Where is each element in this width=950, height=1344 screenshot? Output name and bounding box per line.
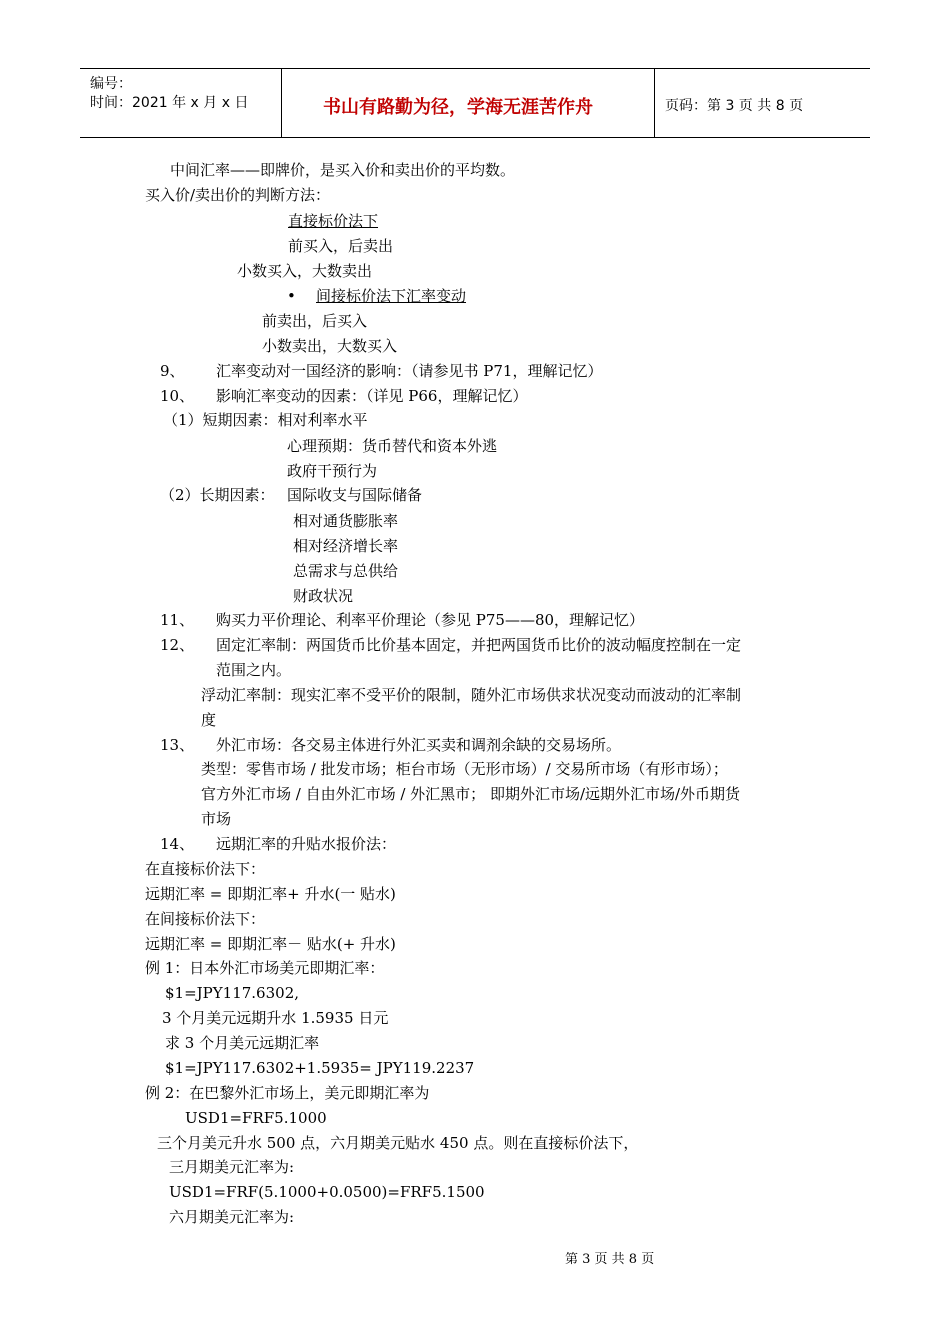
bullet: •: [287, 287, 296, 305]
text-line: 小数买入，大数卖出: [237, 262, 373, 280]
time-label: 时间：2021 年 x 月 x 日: [90, 95, 249, 111]
text-line: 类型：零售市场 / 批发市场；柜台市场（无形市场）/ 交易所市场（有形市场）；: [201, 760, 728, 778]
text-line: 3 个月美元远期升水 1.5935 日元: [162, 1009, 389, 1027]
page-footer: 第 3 页 共 8 页: [565, 1252, 655, 1267]
item-number: 10、: [160, 387, 195, 405]
text-line: USD1=FRF(5.1000+0.0500)=FRF5.1500: [169, 1183, 485, 1201]
text-line: 求 3 个月美元远期汇率: [165, 1034, 320, 1052]
text-line: 政府干预行为: [287, 462, 378, 480]
text-line: （2）长期因素：: [160, 486, 275, 504]
code-label: 编号：: [90, 76, 132, 92]
text-line: 市场: [201, 810, 232, 828]
text-line: 前卖出，后买入: [262, 312, 368, 330]
page-header: [80, 68, 870, 138]
text-line: （1）短期因素：相对利率水平: [163, 411, 368, 429]
header-divider: [654, 69, 655, 137]
text-line: 范围之内。: [216, 661, 292, 679]
text-line: 相对通货膨胀率: [293, 512, 399, 530]
text-line: 影响汇率变动的因素：（详见 P66，理解记忆）: [216, 387, 528, 405]
text-line: 财政状况: [293, 587, 354, 605]
text-line: 例 1：日本外汇市场美元即期汇率：: [145, 959, 385, 977]
page-number-label: 页码：第 3 页 共 8 页: [665, 98, 804, 114]
text-line: 国际收支与国际储备: [287, 486, 423, 504]
text-line: 相对经济增长率: [293, 537, 399, 555]
text-line: 购买力平价理论、利率平价理论（参见 P75——80，理解记忆）: [216, 611, 645, 629]
text-line: 买入价/卖出价的判断方法：: [145, 186, 331, 204]
text-line: 心理预期：货币替代和资本外逃: [287, 437, 498, 455]
text-line: 在直接标价法下：: [145, 860, 266, 878]
item-number: 13、: [160, 736, 195, 754]
text-line: 三月期美元汇率为:: [169, 1158, 295, 1176]
text-line: 远期汇率 = 即期汇率+ 升水(一 贴水): [145, 885, 396, 903]
text-line: USD1=FRF5.1000: [185, 1109, 327, 1127]
item-number: 14、: [160, 835, 195, 853]
text-line: 总需求与总供给: [293, 562, 399, 580]
text-line: 外汇市场：各交易主体进行外汇买卖和调剂余缺的交易场所。: [216, 736, 622, 754]
item-number: 11、: [160, 611, 195, 629]
text-line: 例 2：在巴黎外汇市场上，美元即期汇率为: [145, 1084, 430, 1102]
text-line: $1=JPY117.6302+1.5935= JPY119.2237: [165, 1059, 475, 1077]
text-line: 固定汇率制：两国货币比价基本固定，并把两国货币比价的波动幅度控制在一定: [216, 636, 742, 654]
item-number: 9、: [160, 362, 185, 380]
text-line: 三个月美元升水 500 点，六月期美元贴水 450 点。则在直接标价法下，: [157, 1134, 639, 1152]
header-motto: 书山有路勤为径，学海无涯苦作舟: [323, 97, 593, 118]
text-line: 小数卖出，大数买入: [262, 337, 398, 355]
text-line: 间接标价法下汇率变动: [316, 287, 467, 305]
text-line: 官方外汇市场 / 自由外汇市场 / 外汇黑市； 即期外汇市场/远期外汇市场/外币期货: [201, 785, 741, 803]
text-line: 前买入，后卖出: [288, 237, 394, 255]
text-line: 六月期美元汇率为:: [169, 1208, 295, 1226]
text-line: 远期汇率 = 即期汇率－ 贴水(+ 升水): [145, 935, 396, 953]
text-line: 直接标价法下: [288, 212, 379, 230]
text-line: $1=JPY117.6302,: [165, 984, 300, 1002]
text-line: 度: [201, 711, 217, 729]
text-line: 浮动汇率制：现实汇率不受平价的限制，随外汇市场供求状况变动而波动的汇率制: [201, 686, 742, 704]
item-number: 12、: [160, 636, 195, 654]
text-line: 汇率变动对一国经济的影响：（请参见书 P71，理解记忆）: [216, 362, 603, 380]
text-line: 远期汇率的升贴水报价法：: [216, 835, 397, 853]
text-line: 在间接标价法下：: [145, 910, 266, 928]
text-line: 中间汇率——即牌价，是买入价和卖出价的平均数。: [170, 161, 516, 179]
